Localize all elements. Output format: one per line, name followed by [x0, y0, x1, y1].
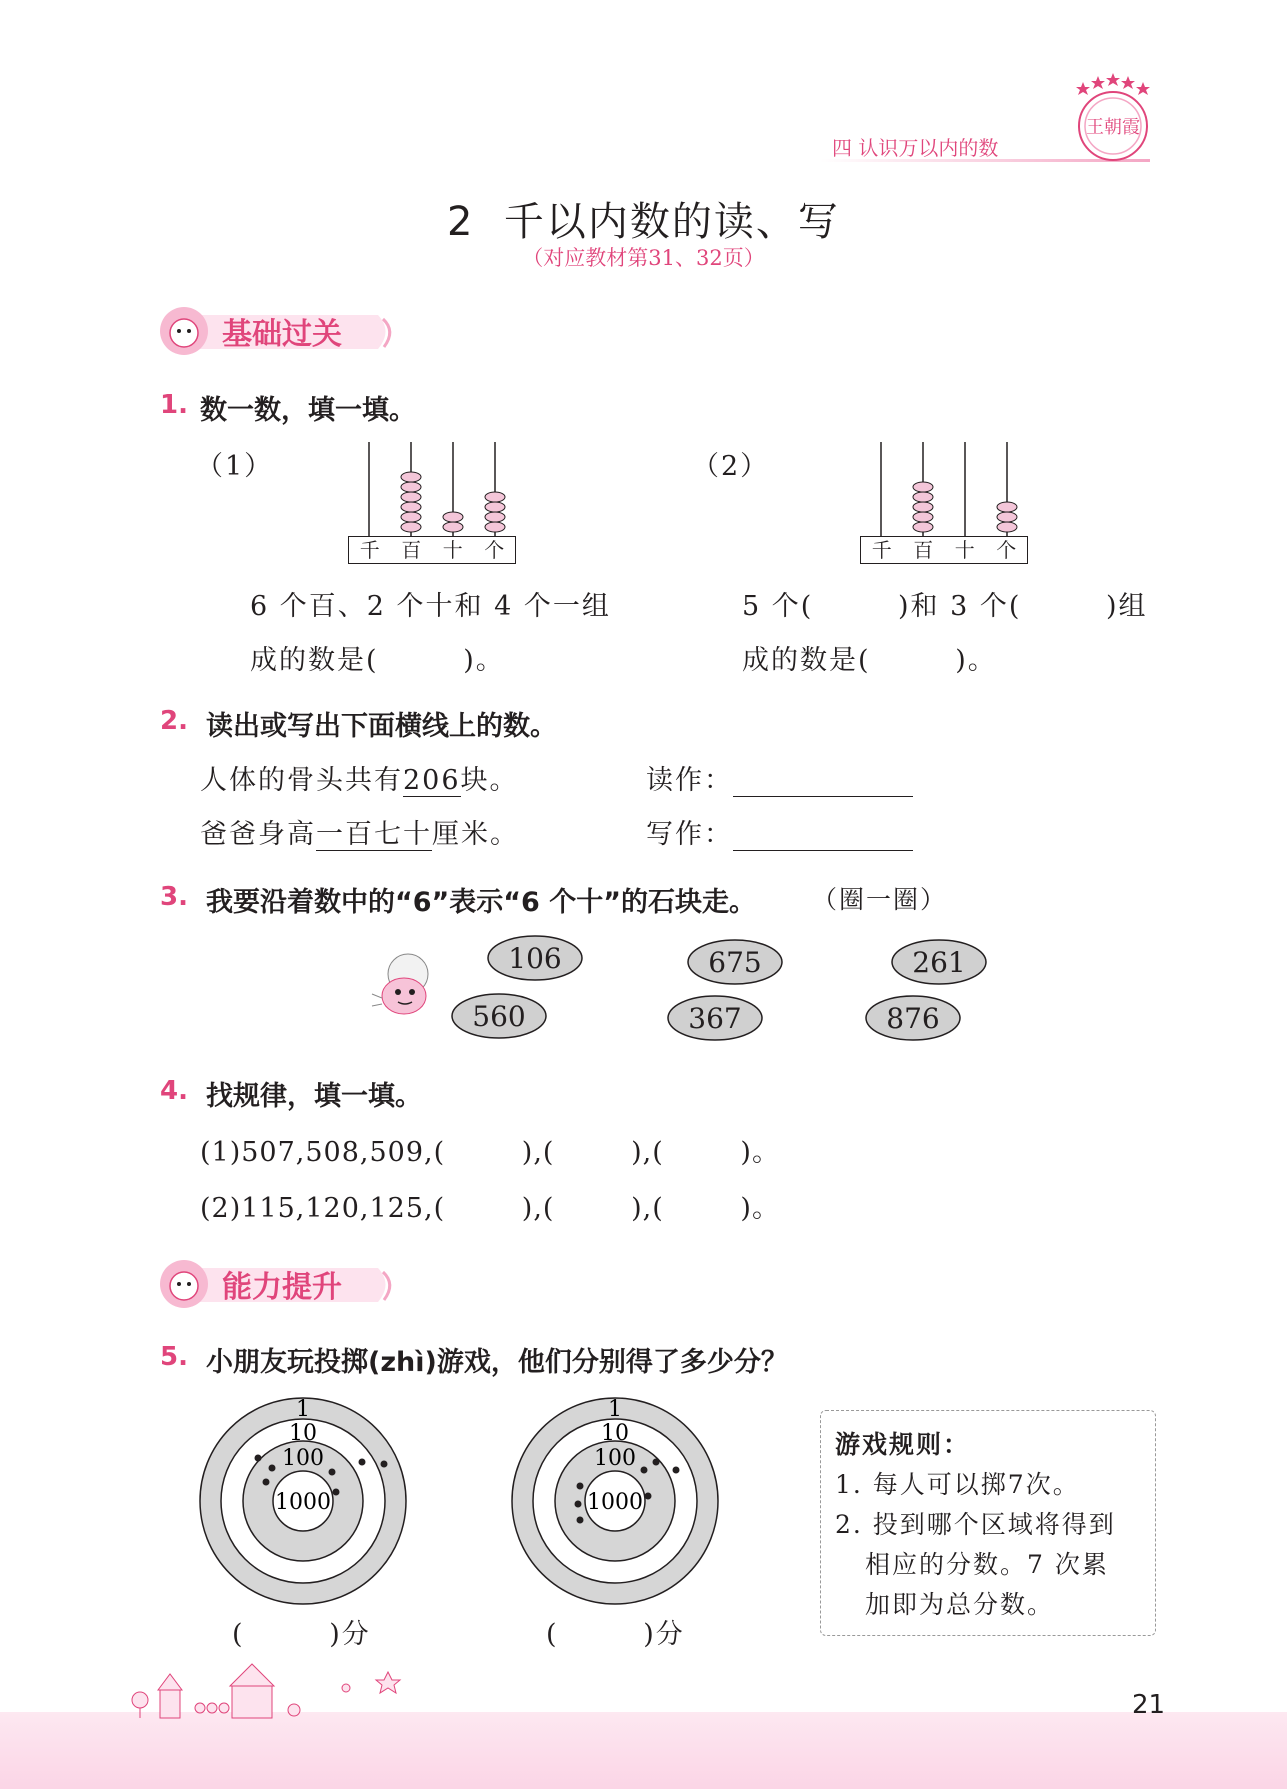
q3-hint: （圈一圈） [812, 885, 948, 914]
abacus-bead [485, 492, 505, 502]
q2-row2-pre: 爸爸身高 [200, 819, 316, 850]
abacus-bead [401, 482, 421, 492]
q5-text: 小朋友玩投掷(zhì)游戏，他们分别得了多少分？ [206, 1347, 788, 1378]
q3-number: 3. [160, 882, 188, 912]
abacus-bead [485, 502, 505, 512]
q5-answer-2[interactable]: ( )分 [546, 1619, 685, 1650]
q2-text: 读出或写出下面横线上的数。 [206, 711, 557, 742]
abacus-2-place-thousands: 千 [871, 538, 892, 562]
game-rules-box [820, 1410, 1156, 1636]
abacus-2 [860, 440, 1030, 568]
svg-text:王朝霞: 王朝霞 [1086, 117, 1140, 138]
stone-876[interactable]: 876 [864, 994, 962, 1042]
abacus-1-place-hundreds: 百 [401, 538, 422, 562]
abacus-1-place-thousands: 千 [359, 538, 380, 562]
section-banner-advanced [158, 1258, 403, 1308]
q1-text: 数一数，填一填。 [200, 395, 416, 426]
abacus-bead [443, 522, 463, 532]
rule-1: 1. 每人可以掷7次。 [835, 1470, 1080, 1499]
footer-band [0, 1712, 1287, 1789]
page-number: 21 [1132, 1690, 1166, 1720]
q1-part2-label: （2） [692, 451, 770, 482]
rule-2: 2. 投到哪个区域将得到 [835, 1510, 1116, 1539]
section-title-advanced: 能力提升 [222, 1270, 342, 1305]
page-title: 2 千以内数的读、写 [447, 199, 840, 245]
q2-row1-answer [646, 758, 913, 797]
abacus-2-place-tens: 十 [954, 538, 975, 562]
q3-text: 我要沿着数中的“6”表示“6 个十”的石块走。 [206, 887, 756, 918]
ring-label-10: 10 [289, 1421, 317, 1446]
q4-number: 4. [160, 1076, 188, 1106]
q2-row1-label: 读作： [646, 765, 733, 796]
ring-label-10: 10 [601, 1421, 629, 1446]
abacus-bead [485, 522, 505, 532]
stone-261[interactable]: 261 [890, 938, 988, 986]
section-banner-basic [158, 305, 403, 355]
q5-answer-1[interactable]: ( )分 [232, 1619, 371, 1650]
abacus-bead [443, 512, 463, 522]
abacus-bead [913, 512, 933, 522]
footer-decoration-icon [120, 1660, 420, 1720]
abacus-bead [913, 492, 933, 502]
target-1 [198, 1396, 408, 1606]
q4-line1[interactable]: (1)507,508,509,( ),( ),( )。 [200, 1137, 780, 1168]
q4-line2[interactable]: (2)115,120,125,( ),( ),( )。 [200, 1193, 780, 1224]
target-2 [510, 1396, 720, 1606]
q2-row2-post: 厘米。 [432, 819, 519, 850]
q2-row1-blank[interactable] [733, 768, 913, 797]
q2-number: 2. [160, 706, 188, 736]
abacus-1-place-ones: 个 [484, 538, 505, 562]
abacus-1-place-tens: 十 [442, 538, 463, 562]
abacus-2-place-ones: 个 [996, 538, 1017, 562]
abacus-bead [401, 492, 421, 502]
rules-title: 游戏规则： [835, 1430, 971, 1459]
q2-row2-value: 一百七十 [316, 819, 432, 850]
q1-part1-label: （1） [196, 451, 274, 482]
q2-row2 [200, 812, 519, 851]
stone-560[interactable]: 560 [450, 992, 548, 1040]
ring-label-1: 1 [608, 1397, 622, 1422]
abacus-bead [401, 472, 421, 482]
ring-label-100: 100 [282, 1446, 324, 1471]
q2-row2-blank[interactable] [733, 822, 913, 851]
abacus-bead [997, 522, 1017, 532]
abacus-2-place-hundreds: 百 [913, 538, 934, 562]
abacus-bead [485, 512, 505, 522]
ring-label-1: 1 [296, 1397, 310, 1422]
page-subtitle: （对应教材第31、32页） [522, 246, 765, 270]
section-title-basic: 基础过关 [222, 317, 342, 352]
q2-row2-answer [646, 812, 913, 851]
q1-part2-line1[interactable]: 5 个( )和 3 个( )组 [742, 591, 1148, 622]
q1-number: 1. [160, 390, 188, 420]
mascot-icon [368, 948, 440, 1020]
abacus-bead [997, 502, 1017, 512]
q1-part2-line2[interactable]: 成的数是( )。 [742, 645, 997, 676]
q2-row1 [200, 758, 519, 797]
q2-row1-pre: 人体的骨头共有 [200, 765, 403, 796]
ring-label-1000: 1000 [587, 1490, 643, 1515]
q2-row1-value: 206 [403, 765, 461, 796]
publisher-logo [1070, 70, 1156, 166]
stone-106[interactable]: 106 [486, 934, 584, 982]
abacus-bead [401, 512, 421, 522]
abacus-bead [913, 522, 933, 532]
rule-2-cont-2: 加即为总分数。 [865, 1590, 1055, 1619]
q4-text: 找规律，填一填。 [206, 1081, 422, 1112]
stone-675[interactable]: 675 [686, 938, 784, 986]
q2-row2-label: 写作： [646, 819, 733, 850]
abacus-bead [913, 502, 933, 512]
abacus-bead [913, 482, 933, 492]
rule-2-cont-1: 相应的分数。7 次累 [865, 1550, 1109, 1579]
abacus-bead [401, 502, 421, 512]
q5-number: 5. [160, 1342, 188, 1372]
q2-row1-post: 块。 [460, 765, 519, 796]
ring-label-100: 100 [594, 1446, 636, 1471]
q1-part1-line2[interactable]: 成的数是( )。 [250, 645, 505, 676]
ring-label-1000: 1000 [275, 1490, 331, 1515]
stone-367[interactable]: 367 [666, 994, 764, 1042]
q1-part1-line1: 6 个百、2 个十和 4 个一组 [250, 591, 611, 622]
abacus-1 [348, 440, 518, 568]
abacus-bead [997, 512, 1017, 522]
abacus-bead [401, 522, 421, 532]
chapter-title: 四 认识万以内的数 [832, 136, 999, 160]
